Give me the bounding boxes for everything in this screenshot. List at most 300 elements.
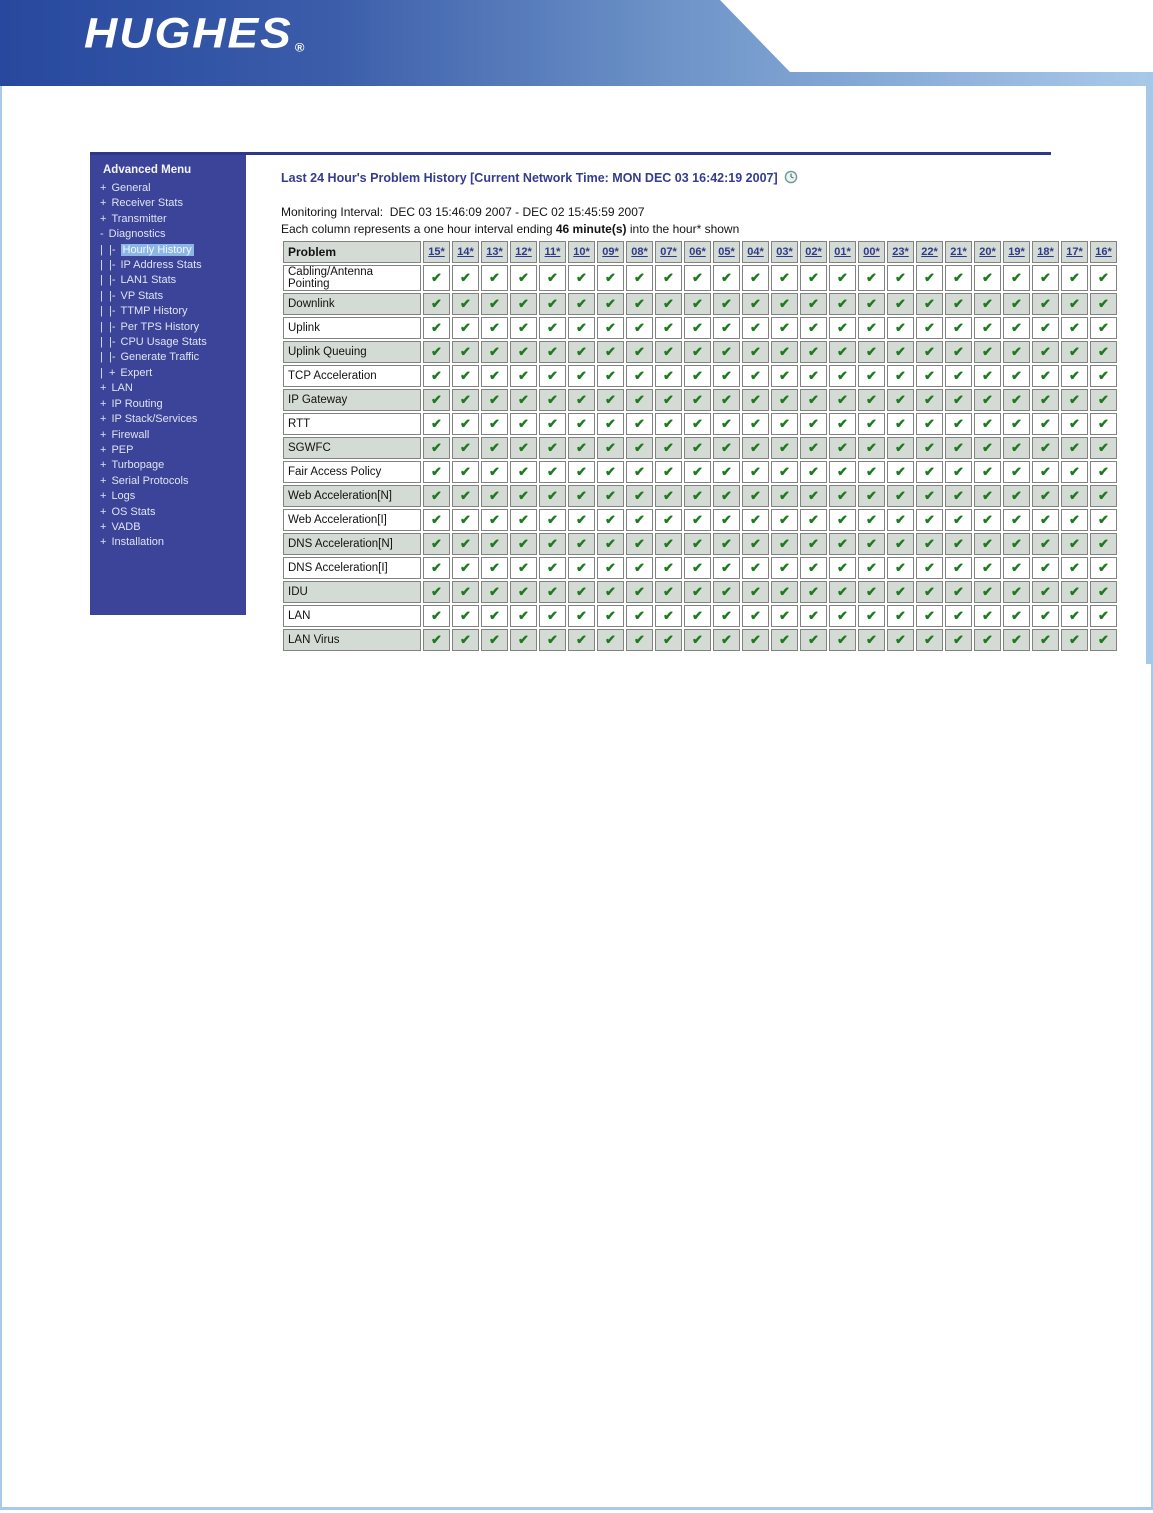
check-ok-icon: ✔ [605, 392, 616, 407]
check-ok-icon: ✔ [837, 512, 848, 527]
check-ok-icon: ✔ [1098, 512, 1109, 527]
check-ok-icon: ✔ [1040, 488, 1051, 503]
sidebar-item-transmitter[interactable] [90, 212, 246, 227]
status-cell [916, 557, 943, 579]
check-ok-icon: ✔ [721, 320, 732, 335]
status-cell [800, 605, 827, 627]
check-ok-icon: ✔ [750, 368, 761, 383]
status-cell [568, 365, 595, 387]
check-ok-icon: ✔ [489, 440, 500, 455]
status-cell [800, 265, 827, 291]
status-cell [829, 317, 856, 339]
check-ok-icon: ✔ [605, 416, 616, 431]
problem-row-label: SGWFC [283, 437, 421, 459]
status-cell [887, 437, 914, 459]
check-ok-icon: ✔ [576, 488, 587, 503]
hour-column-link-11[interactable]: 11* [544, 246, 561, 258]
check-ok-icon: ✔ [518, 440, 529, 455]
status-cell [945, 389, 972, 411]
check-ok-icon: ✔ [895, 368, 906, 383]
check-ok-icon: ✔ [1011, 296, 1022, 311]
check-ok-icon: ✔ [692, 560, 703, 575]
status-cell [684, 605, 711, 627]
status-cell [568, 557, 595, 579]
check-ok-icon: ✔ [518, 344, 529, 359]
status-cell [655, 317, 682, 339]
check-ok-icon: ✔ [663, 584, 674, 599]
clock-icon [784, 170, 798, 184]
hour-column-link-10[interactable]: 10* [573, 246, 590, 258]
hour-column-link-22[interactable]: 22* [921, 246, 938, 258]
check-ok-icon: ✔ [866, 320, 877, 335]
status-cell [539, 485, 566, 507]
sidebar-item-label: LAN1 Stats [120, 274, 177, 287]
check-ok-icon: ✔ [1069, 320, 1080, 335]
check-ok-icon: ✔ [1069, 270, 1080, 285]
status-cell [684, 389, 711, 411]
status-cell [771, 509, 798, 531]
status-cell [452, 509, 479, 531]
status-cell [858, 341, 885, 363]
status-cell [858, 365, 885, 387]
table-row-lan [283, 605, 1117, 627]
check-ok-icon: ✔ [1098, 488, 1109, 503]
status-cell [684, 557, 711, 579]
check-ok-icon: ✔ [808, 488, 819, 503]
check-ok-icon: ✔ [518, 608, 529, 623]
status-cell [1003, 413, 1030, 435]
table-row-uplink [283, 317, 1117, 339]
problem-row-label: Fair Access Policy [283, 461, 421, 483]
check-ok-icon: ✔ [837, 584, 848, 599]
status-cell [684, 265, 711, 291]
check-ok-icon: ✔ [547, 320, 558, 335]
status-cell [800, 461, 827, 483]
status-cell [1061, 461, 1088, 483]
check-ok-icon: ✔ [721, 632, 732, 647]
status-cell [568, 265, 595, 291]
check-ok-icon: ✔ [1069, 296, 1080, 311]
status-cell [800, 293, 827, 315]
sidebar-item-ip-routing[interactable] [90, 397, 246, 412]
status-cell [684, 533, 711, 555]
check-ok-icon: ✔ [1098, 296, 1109, 311]
status-cell [829, 485, 856, 507]
sidebar-item-serial-protocols[interactable] [90, 474, 246, 489]
check-ok-icon: ✔ [750, 560, 761, 575]
status-cell [452, 365, 479, 387]
status-cell [655, 413, 682, 435]
sidebar-item-ip-address-stats[interactable] [90, 258, 246, 273]
check-ok-icon: ✔ [982, 608, 993, 623]
hour-column-link-03[interactable]: 03* [776, 246, 793, 258]
check-ok-icon: ✔ [779, 270, 790, 285]
status-cell [974, 605, 1001, 627]
check-ok-icon: ✔ [663, 270, 674, 285]
check-ok-icon: ✔ [837, 608, 848, 623]
status-cell [1061, 629, 1088, 651]
check-ok-icon: ✔ [605, 270, 616, 285]
check-ok-icon: ✔ [779, 608, 790, 623]
sidebar-item-ttmp-history[interactable] [90, 304, 246, 319]
check-ok-icon: ✔ [924, 440, 935, 455]
status-cell [539, 413, 566, 435]
hour-column-link-17[interactable]: 17* [1066, 246, 1083, 258]
check-ok-icon: ✔ [431, 296, 442, 311]
check-ok-icon: ✔ [547, 512, 558, 527]
status-cell [829, 629, 856, 651]
sidebar-item-firewall[interactable] [90, 428, 246, 443]
status-cell [423, 437, 450, 459]
table-row-downlink [283, 293, 1117, 315]
status-cell [481, 413, 508, 435]
sidebar-advanced-menu [90, 155, 246, 615]
status-cell [626, 509, 653, 531]
check-ok-icon: ✔ [547, 344, 558, 359]
status-cell [452, 485, 479, 507]
table-row-sgwfc [283, 437, 1117, 459]
check-ok-icon: ✔ [1069, 608, 1080, 623]
monitoring-interval-label: Monitoring Interval: [281, 205, 384, 219]
status-cell [568, 413, 595, 435]
hour-column-link-21[interactable]: 21* [950, 246, 967, 258]
check-ok-icon: ✔ [750, 392, 761, 407]
sidebar-item-vp-stats[interactable] [90, 289, 246, 304]
check-ok-icon: ✔ [750, 320, 761, 335]
hour-column-link-09[interactable]: 09* [602, 246, 619, 258]
check-ok-icon: ✔ [808, 270, 819, 285]
status-cell [1090, 629, 1117, 651]
sidebar-item-label: IP Routing [111, 397, 163, 410]
check-ok-icon: ✔ [866, 488, 877, 503]
sidebar-item-general[interactable] [90, 181, 246, 196]
status-cell [1032, 557, 1059, 579]
sidebar-item-logs[interactable] [90, 489, 246, 504]
check-ok-icon: ✔ [866, 368, 877, 383]
status-cell [1032, 437, 1059, 459]
check-ok-icon: ✔ [431, 344, 442, 359]
status-cell [655, 581, 682, 603]
hour-column-link-02[interactable]: 02* [805, 246, 822, 258]
hour-column-link-01[interactable]: 01* [834, 246, 851, 258]
expand-icon: + [100, 459, 107, 472]
check-ok-icon: ✔ [518, 464, 529, 479]
check-ok-icon: ✔ [1040, 368, 1051, 383]
status-cell [655, 509, 682, 531]
hour-column-link-05[interactable]: 05* [718, 246, 735, 258]
hour-column-link-13[interactable]: 13* [486, 246, 503, 258]
sidebar-item-expert[interactable] [90, 366, 246, 381]
check-ok-icon: ✔ [779, 488, 790, 503]
status-cell [510, 293, 537, 315]
sidebar-item-cpu-usage-stats[interactable] [90, 335, 246, 350]
status-cell [742, 533, 769, 555]
status-cell [1003, 341, 1030, 363]
sidebar-item-lan[interactable] [90, 381, 246, 396]
status-cell [655, 557, 682, 579]
check-ok-icon: ✔ [721, 536, 732, 551]
check-ok-icon: ✔ [721, 584, 732, 599]
check-ok-icon: ✔ [460, 344, 471, 359]
check-ok-icon: ✔ [866, 392, 877, 407]
check-ok-icon: ✔ [750, 512, 761, 527]
status-cell [713, 293, 740, 315]
check-ok-icon: ✔ [1040, 464, 1051, 479]
check-ok-icon: ✔ [576, 560, 587, 575]
expand-icon: | + [100, 366, 116, 379]
hour-column-header [713, 241, 740, 263]
status-cell [742, 509, 769, 531]
check-ok-icon: ✔ [721, 512, 732, 527]
check-ok-icon: ✔ [721, 392, 732, 407]
check-ok-icon: ✔ [779, 632, 790, 647]
status-cell [423, 413, 450, 435]
status-cell [771, 317, 798, 339]
status-cell [945, 533, 972, 555]
status-cell [771, 413, 798, 435]
sidebar-item-diagnostics[interactable] [90, 227, 246, 242]
check-ok-icon: ✔ [779, 392, 790, 407]
check-ok-icon: ✔ [924, 560, 935, 575]
status-cell [423, 509, 450, 531]
status-cell [829, 581, 856, 603]
sidebar-item-vadb[interactable] [90, 520, 246, 535]
check-ok-icon: ✔ [547, 270, 558, 285]
check-ok-icon: ✔ [750, 270, 761, 285]
status-cell [510, 533, 537, 555]
status-cell [829, 557, 856, 579]
check-ok-icon: ✔ [750, 608, 761, 623]
sidebar-item-generate-traffic[interactable] [90, 350, 246, 365]
status-cell [858, 293, 885, 315]
status-cell [452, 533, 479, 555]
check-ok-icon: ✔ [634, 584, 645, 599]
tree-branch-icon: | |- [100, 289, 116, 302]
hour-column-link-00[interactable]: 00* [863, 246, 880, 258]
note-pre: Each column represents a one hour interval ending [281, 222, 556, 236]
status-cell [713, 605, 740, 627]
check-ok-icon: ✔ [663, 512, 674, 527]
tree-branch-icon: | |- [100, 305, 116, 318]
sidebar-item-label: Generate Traffic [120, 351, 200, 364]
status-cell [829, 461, 856, 483]
hour-column-link-16[interactable]: 16* [1095, 246, 1112, 258]
check-ok-icon: ✔ [895, 584, 906, 599]
check-ok-icon: ✔ [837, 270, 848, 285]
check-ok-icon: ✔ [692, 368, 703, 383]
check-ok-icon: ✔ [1040, 296, 1051, 311]
status-cell [829, 437, 856, 459]
expand-icon: + [100, 397, 107, 410]
status-cell [423, 265, 450, 291]
status-cell [858, 533, 885, 555]
hour-column-link-20[interactable]: 20* [979, 246, 996, 258]
check-ok-icon: ✔ [518, 270, 529, 285]
sidebar-item-pep[interactable] [90, 443, 246, 458]
check-ok-icon: ✔ [547, 464, 558, 479]
check-ok-icon: ✔ [431, 536, 442, 551]
status-cell [945, 581, 972, 603]
sidebar-item-installation[interactable] [90, 535, 246, 550]
sidebar-item-label: VADB [111, 520, 141, 533]
check-ok-icon: ✔ [953, 584, 964, 599]
check-ok-icon: ✔ [866, 440, 877, 455]
hour-column-link-04[interactable]: 04* [747, 246, 764, 258]
check-ok-icon: ✔ [750, 464, 761, 479]
sidebar-item-receiver-stats[interactable] [90, 196, 246, 211]
check-ok-icon: ✔ [576, 320, 587, 335]
status-cell [1061, 265, 1088, 291]
check-ok-icon: ✔ [953, 536, 964, 551]
status-cell [626, 365, 653, 387]
check-ok-icon: ✔ [866, 270, 877, 285]
check-ok-icon: ✔ [924, 392, 935, 407]
status-cell [974, 293, 1001, 315]
check-ok-icon: ✔ [837, 416, 848, 431]
check-ok-icon: ✔ [953, 296, 964, 311]
status-cell [887, 581, 914, 603]
check-ok-icon: ✔ [431, 584, 442, 599]
hour-column-link-06[interactable]: 06* [689, 246, 706, 258]
check-ok-icon: ✔ [576, 416, 587, 431]
check-ok-icon: ✔ [634, 512, 645, 527]
hour-column-link-07[interactable]: 07* [660, 246, 677, 258]
status-cell [684, 293, 711, 315]
check-ok-icon: ✔ [837, 320, 848, 335]
check-ok-icon: ✔ [721, 560, 732, 575]
status-cell [771, 485, 798, 507]
status-cell [1003, 581, 1030, 603]
status-cell [626, 341, 653, 363]
hour-column-link-08[interactable]: 08* [631, 246, 648, 258]
status-cell [945, 629, 972, 651]
check-ok-icon: ✔ [663, 344, 674, 359]
check-ok-icon: ✔ [1069, 536, 1080, 551]
status-cell [539, 265, 566, 291]
status-cell [974, 389, 1001, 411]
status-cell [887, 265, 914, 291]
status-cell [829, 389, 856, 411]
check-ok-icon: ✔ [489, 608, 500, 623]
status-cell [481, 533, 508, 555]
problem-row-label: Web Acceleration[I] [283, 509, 421, 531]
expand-icon: + [100, 505, 107, 518]
check-ok-icon: ✔ [634, 440, 645, 455]
status-cell [452, 461, 479, 483]
status-cell [452, 437, 479, 459]
status-cell [1061, 389, 1088, 411]
hour-column-link-15[interactable]: 15* [428, 246, 445, 258]
status-cell [829, 341, 856, 363]
status-cell [858, 629, 885, 651]
check-ok-icon: ✔ [982, 632, 993, 647]
check-ok-icon: ✔ [1011, 512, 1022, 527]
status-cell [771, 293, 798, 315]
status-cell [597, 533, 624, 555]
check-ok-icon: ✔ [1011, 416, 1022, 431]
status-cell [510, 461, 537, 483]
sidebar-item-turbopage[interactable] [90, 458, 246, 473]
table-row-web-acceleration-i [283, 509, 1117, 531]
expand-icon: + [100, 474, 107, 487]
status-cell [1032, 461, 1059, 483]
check-ok-icon: ✔ [431, 512, 442, 527]
status-cell [568, 317, 595, 339]
check-ok-icon: ✔ [663, 296, 674, 311]
status-cell [1061, 581, 1088, 603]
status-cell [945, 509, 972, 531]
check-ok-icon: ✔ [982, 344, 993, 359]
check-ok-icon: ✔ [663, 392, 674, 407]
problem-row-label: TCP Acceleration [283, 365, 421, 387]
sidebar-item-per-tps-history[interactable] [90, 320, 246, 335]
sidebar-item-label: Logs [111, 490, 136, 503]
status-cell [829, 365, 856, 387]
status-cell [713, 437, 740, 459]
sidebar-item-hourly-history[interactable] [90, 243, 246, 258]
table-row-rtt [283, 413, 1117, 435]
status-cell [539, 365, 566, 387]
problem-row-label: Cabling/Antenna Pointing [283, 265, 421, 291]
check-ok-icon: ✔ [576, 392, 587, 407]
status-cell [800, 509, 827, 531]
hour-column-link-18[interactable]: 18* [1037, 246, 1054, 258]
problem-row-label: LAN Virus [283, 629, 421, 651]
status-cell [423, 365, 450, 387]
status-cell [626, 437, 653, 459]
check-ok-icon: ✔ [692, 464, 703, 479]
check-ok-icon: ✔ [1069, 464, 1080, 479]
status-cell [1061, 485, 1088, 507]
check-ok-icon: ✔ [1040, 440, 1051, 455]
check-ok-icon: ✔ [518, 296, 529, 311]
check-ok-icon: ✔ [605, 512, 616, 527]
sidebar-item-ip-stack-services[interactable] [90, 412, 246, 427]
check-ok-icon: ✔ [605, 608, 616, 623]
check-ok-icon: ✔ [663, 488, 674, 503]
status-cell [684, 437, 711, 459]
check-ok-icon: ✔ [547, 560, 558, 575]
status-cell [771, 365, 798, 387]
status-cell [713, 341, 740, 363]
status-cell [684, 461, 711, 483]
check-ok-icon: ✔ [837, 488, 848, 503]
status-cell [829, 533, 856, 555]
status-cell [742, 557, 769, 579]
note-post: into the hour* shown [626, 222, 740, 236]
hour-column-link-23[interactable]: 23* [892, 246, 909, 258]
sidebar-item-lan1-stats[interactable] [90, 273, 246, 288]
check-ok-icon: ✔ [1011, 392, 1022, 407]
status-cell [1032, 389, 1059, 411]
check-ok-icon: ✔ [1011, 488, 1022, 503]
status-cell [626, 557, 653, 579]
status-cell [655, 533, 682, 555]
hour-column-link-19[interactable]: 19* [1008, 246, 1025, 258]
check-ok-icon: ✔ [460, 488, 471, 503]
status-cell [568, 605, 595, 627]
expand-icon: + [100, 182, 107, 194]
check-ok-icon: ✔ [837, 440, 848, 455]
check-ok-icon: ✔ [982, 488, 993, 503]
collapse-icon: - [100, 228, 104, 241]
hour-column-link-14[interactable]: 14* [457, 246, 474, 258]
status-cell [1003, 629, 1030, 651]
tree-branch-icon: | |- [100, 320, 116, 333]
hour-column-link-12[interactable]: 12* [515, 246, 532, 258]
check-ok-icon: ✔ [1011, 632, 1022, 647]
sidebar-item-os-stats[interactable] [90, 505, 246, 520]
